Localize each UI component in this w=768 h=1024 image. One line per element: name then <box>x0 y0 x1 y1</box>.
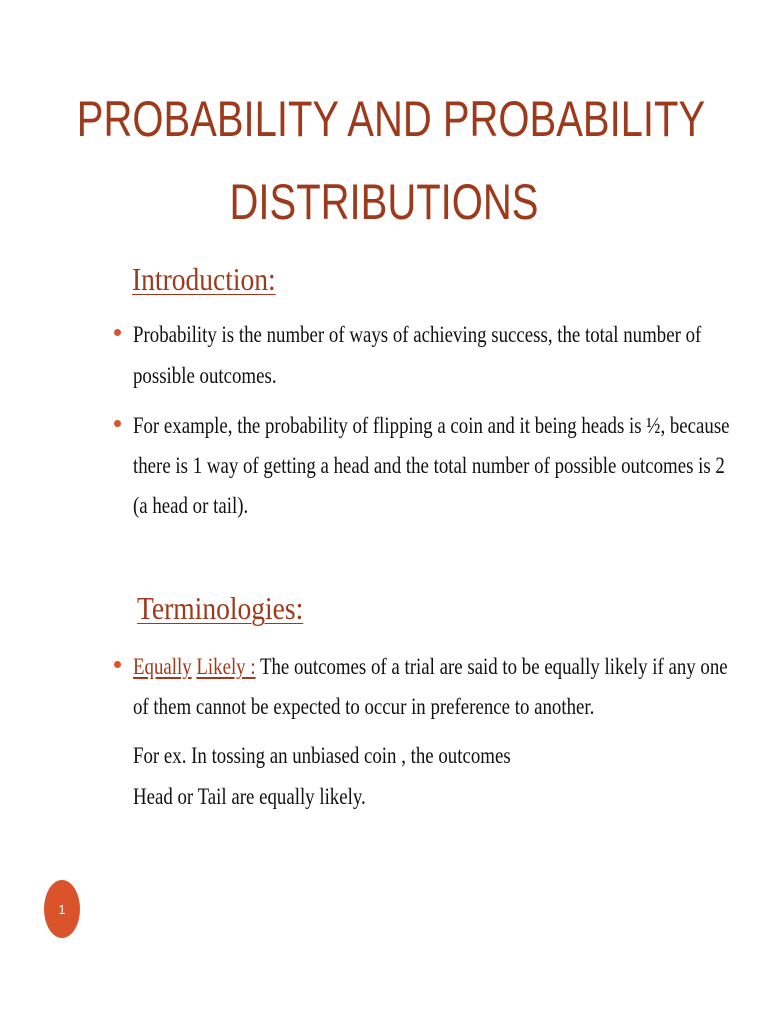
term-example-line-1: For ex. In tossing an unbiased coin , the outcomes <box>133 743 511 768</box>
slide-title-line-2: DISTRIBUTIONS <box>229 174 539 230</box>
page-number-badge <box>44 880 80 938</box>
slide-title-line-1: PROBABILITY AND PROBABILITY <box>76 91 706 147</box>
term-name-word-1: Equally <box>133 654 192 679</box>
intro-bullet-1-line-2: possible outcomes. <box>133 363 277 388</box>
intro-bullet-2-line-3: (a head or tail). <box>133 493 249 518</box>
term-equally-likely-line-2: of them cannot be expected to occur in preference to another. <box>133 694 595 719</box>
bullet-icon <box>114 329 121 336</box>
term-name-word-2: Likely <box>196 654 246 679</box>
term-separator: : <box>245 654 256 679</box>
intro-bullet-2-line-1: For example, the probability of flipping a coin and it being heads is ½, because <box>133 413 730 438</box>
term-definition-start: The outcomes of a trial are said to be equally likely if any one <box>255 654 728 679</box>
term-equally-likely-line-1 <box>133 654 728 680</box>
intro-bullet-1-line-1: Probability is the number of ways of achieving success, the total number of <box>133 322 702 347</box>
page-number: 1 <box>58 901 66 917</box>
intro-bullet-2-line-2: there is 1 way of getting a head and the total number of possible outcomes is 2 <box>133 453 725 478</box>
introduction-heading: Introduction: <box>132 261 276 297</box>
terminologies-heading: Terminologies: <box>137 590 304 626</box>
bullet-icon <box>114 420 121 427</box>
bullet-icon <box>114 661 121 668</box>
term-example-line-2: Head or Tail are equally likely. <box>133 784 366 809</box>
